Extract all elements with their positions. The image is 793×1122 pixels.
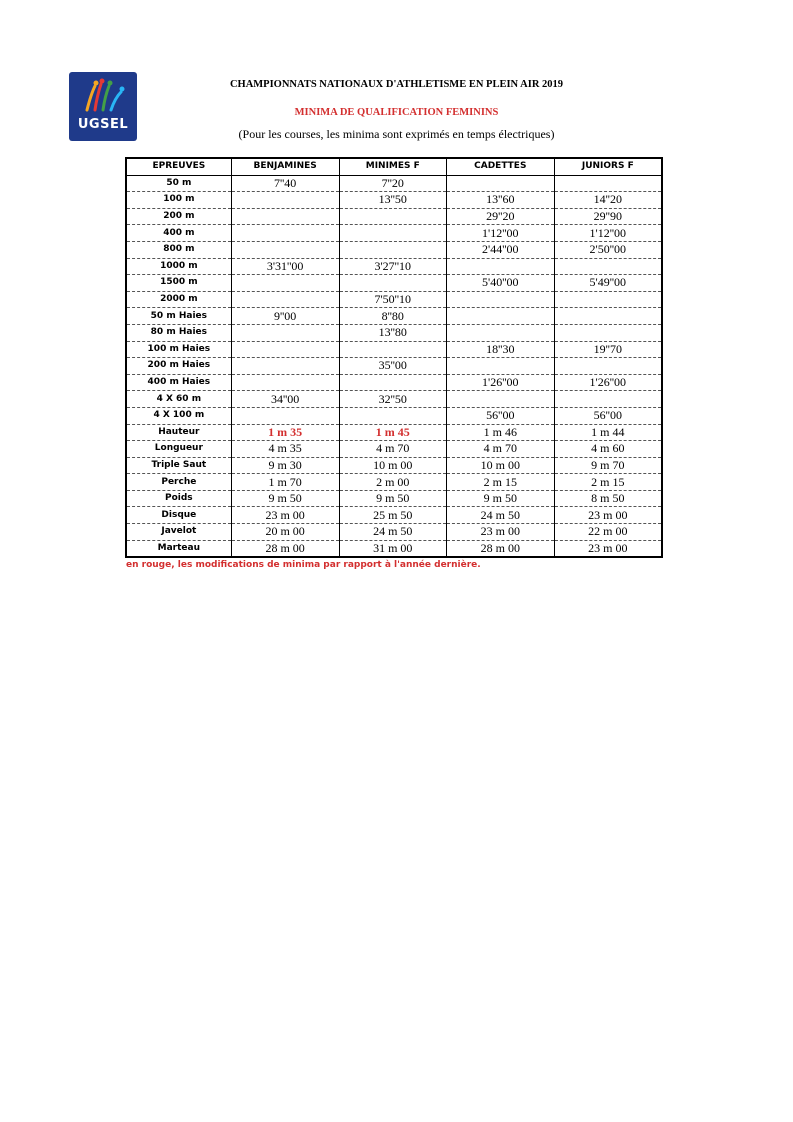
header-juniors: JUNIORS F <box>554 158 662 175</box>
table-row <box>126 192 662 209</box>
table-row <box>126 341 662 358</box>
minimum-value: 31 m 00 <box>339 540 446 557</box>
minimum-value: 1 m 45 <box>339 424 446 441</box>
footnote: en rouge, les modifications de minima par rapport à l'année dernière. <box>126 560 481 570</box>
table-row <box>126 474 662 491</box>
timing-note: (Pour les courses, les minima sont exprimés en temps électriques) <box>238 127 555 141</box>
minimum-value: 13''50 <box>339 192 446 209</box>
minimum-value: 56''00 <box>446 407 554 424</box>
minimum-value <box>446 358 554 375</box>
minimum-value <box>339 225 446 242</box>
minimum-value: 1'26''00 <box>554 374 662 391</box>
minimum-value: 7'50''10 <box>339 291 446 308</box>
event-name: 50 m Haies <box>126 308 231 325</box>
minimum-value: 29''90 <box>554 208 662 225</box>
minimum-value: 4 m 70 <box>446 441 554 458</box>
event-name: Triple Saut <box>126 457 231 474</box>
minimum-value: 22 m 00 <box>554 524 662 541</box>
minimum-value: 7''20 <box>339 175 446 192</box>
minimum-value <box>446 258 554 275</box>
minimum-value: 1 m 46 <box>446 424 554 441</box>
table-header-row <box>126 158 662 175</box>
minimum-value <box>339 341 446 358</box>
table-row <box>126 374 662 391</box>
event-name: Javelot <box>126 524 231 541</box>
minimum-value: 20 m 00 <box>231 524 339 541</box>
minimum-value: 2 m 15 <box>446 474 554 491</box>
minimum-value: 23 m 00 <box>554 540 662 557</box>
header-benjamines: BENJAMINES <box>231 158 339 175</box>
minimum-value <box>446 324 554 341</box>
minimum-value <box>446 175 554 192</box>
event-name: 800 m <box>126 241 231 258</box>
minimum-value: 9 m 50 <box>446 490 554 507</box>
minimum-value <box>554 291 662 308</box>
minimum-value <box>231 374 339 391</box>
minimum-value <box>231 358 339 375</box>
minimum-value: 1 m 35 <box>231 424 339 441</box>
event-name: 1000 m <box>126 258 231 275</box>
minimum-value: 9 m 70 <box>554 457 662 474</box>
table-row <box>126 291 662 308</box>
minimum-value <box>554 324 662 341</box>
minimum-value <box>231 275 339 292</box>
event-name: 100 m Haies <box>126 341 231 358</box>
minimum-value <box>446 291 554 308</box>
table-row <box>126 225 662 242</box>
table-row <box>126 457 662 474</box>
minimum-value <box>339 407 446 424</box>
event-name: 200 m <box>126 208 231 225</box>
table-row <box>126 507 662 524</box>
table-row <box>126 441 662 458</box>
minimum-value: 3'31''00 <box>231 258 339 275</box>
minimum-value: 9 m 30 <box>231 457 339 474</box>
minimum-value: 10 m 00 <box>446 457 554 474</box>
logo-text: UGSEL <box>77 117 129 132</box>
event-name: 50 m <box>126 175 231 192</box>
minimum-value: 23 m 00 <box>231 507 339 524</box>
minimum-value: 5'49''00 <box>554 275 662 292</box>
minimum-value <box>339 208 446 225</box>
minimum-value: 14''20 <box>554 192 662 209</box>
minimum-value: 1 m 70 <box>231 474 339 491</box>
minimum-value <box>231 407 339 424</box>
minimum-value: 5'40''00 <box>446 275 554 292</box>
minimum-value: 9 m 50 <box>339 490 446 507</box>
event-name: 4 X 100 m <box>126 407 231 424</box>
minimum-value <box>231 208 339 225</box>
minimum-value: 2'44''00 <box>446 241 554 258</box>
event-name: 100 m <box>126 192 231 209</box>
event-name: 1500 m <box>126 275 231 292</box>
minimum-value: 25 m 50 <box>339 507 446 524</box>
minimum-value <box>554 391 662 408</box>
minimum-value <box>231 241 339 258</box>
table-row <box>126 258 662 275</box>
minimum-value: 1'12''00 <box>446 225 554 242</box>
minima-table <box>125 157 663 558</box>
minimum-value <box>231 291 339 308</box>
minimum-value: 32''50 <box>339 391 446 408</box>
header-cadettes: CADETTES <box>446 158 554 175</box>
minimum-value <box>231 192 339 209</box>
table-row <box>126 358 662 375</box>
table-row <box>126 524 662 541</box>
minimum-value <box>339 241 446 258</box>
minimum-value: 29''20 <box>446 208 554 225</box>
minimum-value: 4 m 70 <box>339 441 446 458</box>
table-row <box>126 241 662 258</box>
minimum-value <box>231 341 339 358</box>
event-name: 80 m Haies <box>126 324 231 341</box>
event-name: 400 m <box>126 225 231 242</box>
header-minimes: MINIMES F <box>339 158 446 175</box>
event-name: Perche <box>126 474 231 491</box>
event-name: 200 m Haies <box>126 358 231 375</box>
minimum-value: 35''00 <box>339 358 446 375</box>
minimum-value: 34''00 <box>231 391 339 408</box>
minimum-value <box>554 358 662 375</box>
table-body <box>126 175 662 557</box>
minimum-value: 1'26''00 <box>446 374 554 391</box>
minimum-value: 1 m 44 <box>554 424 662 441</box>
minimum-value: 2'50''00 <box>554 241 662 258</box>
event-name: 2000 m <box>126 291 231 308</box>
table-row <box>126 275 662 292</box>
minimum-value: 2 m 15 <box>554 474 662 491</box>
minimum-value: 13''80 <box>339 324 446 341</box>
minimum-value: 3'27''10 <box>339 258 446 275</box>
header-epreuves: EPREUVES <box>126 158 231 175</box>
minimum-value <box>231 225 339 242</box>
minimum-value: 4 m 60 <box>554 441 662 458</box>
minimum-value: 56''00 <box>554 407 662 424</box>
table-row <box>126 540 662 557</box>
minimum-value <box>554 175 662 192</box>
minimum-value: 4 m 35 <box>231 441 339 458</box>
table-row <box>126 391 662 408</box>
minimum-value: 10 m 00 <box>339 457 446 474</box>
minimum-value <box>554 258 662 275</box>
minimum-value <box>554 308 662 325</box>
table-row <box>126 175 662 192</box>
minimum-value: 28 m 00 <box>446 540 554 557</box>
minimum-value: 24 m 50 <box>446 507 554 524</box>
minimum-value: 28 m 00 <box>231 540 339 557</box>
minimum-value <box>446 391 554 408</box>
minimum-value: 9''00 <box>231 308 339 325</box>
minimum-value: 8 m 50 <box>554 490 662 507</box>
minimum-value: 1'12''00 <box>554 225 662 242</box>
event-name: Hauteur <box>126 424 231 441</box>
minimum-value: 9 m 50 <box>231 490 339 507</box>
table-row <box>126 407 662 424</box>
minimum-value: 23 m 00 <box>554 507 662 524</box>
table-row <box>126 490 662 507</box>
event-name: 4 X 60 m <box>126 391 231 408</box>
table-row <box>126 424 662 441</box>
minimum-value <box>339 374 446 391</box>
minimum-value <box>231 324 339 341</box>
minimum-value: 19''70 <box>554 341 662 358</box>
event-name: 400 m Haies <box>126 374 231 391</box>
event-name: Longueur <box>126 441 231 458</box>
event-name: Marteau <box>126 540 231 557</box>
minimum-value: 7''40 <box>231 175 339 192</box>
page-title: CHAMPIONNATS NATIONAUX D'ATHLETISME EN PLEIN AIR 2019 <box>229 79 564 90</box>
table-row <box>126 208 662 225</box>
minimum-value: 13''60 <box>446 192 554 209</box>
event-name: Poids <box>126 490 231 507</box>
minimum-value <box>446 308 554 325</box>
minimum-value: 8''80 <box>339 308 446 325</box>
table-row <box>126 308 662 325</box>
minimum-value: 24 m 50 <box>339 524 446 541</box>
minimum-value: 18''30 <box>446 341 554 358</box>
table-row <box>126 324 662 341</box>
minimum-value <box>339 275 446 292</box>
minimum-value: 2 m 00 <box>339 474 446 491</box>
minimum-value: 23 m 00 <box>446 524 554 541</box>
event-name: Disque <box>126 507 231 524</box>
page-subtitle: MINIMA DE QUALIFICATION FEMININS <box>294 107 499 118</box>
